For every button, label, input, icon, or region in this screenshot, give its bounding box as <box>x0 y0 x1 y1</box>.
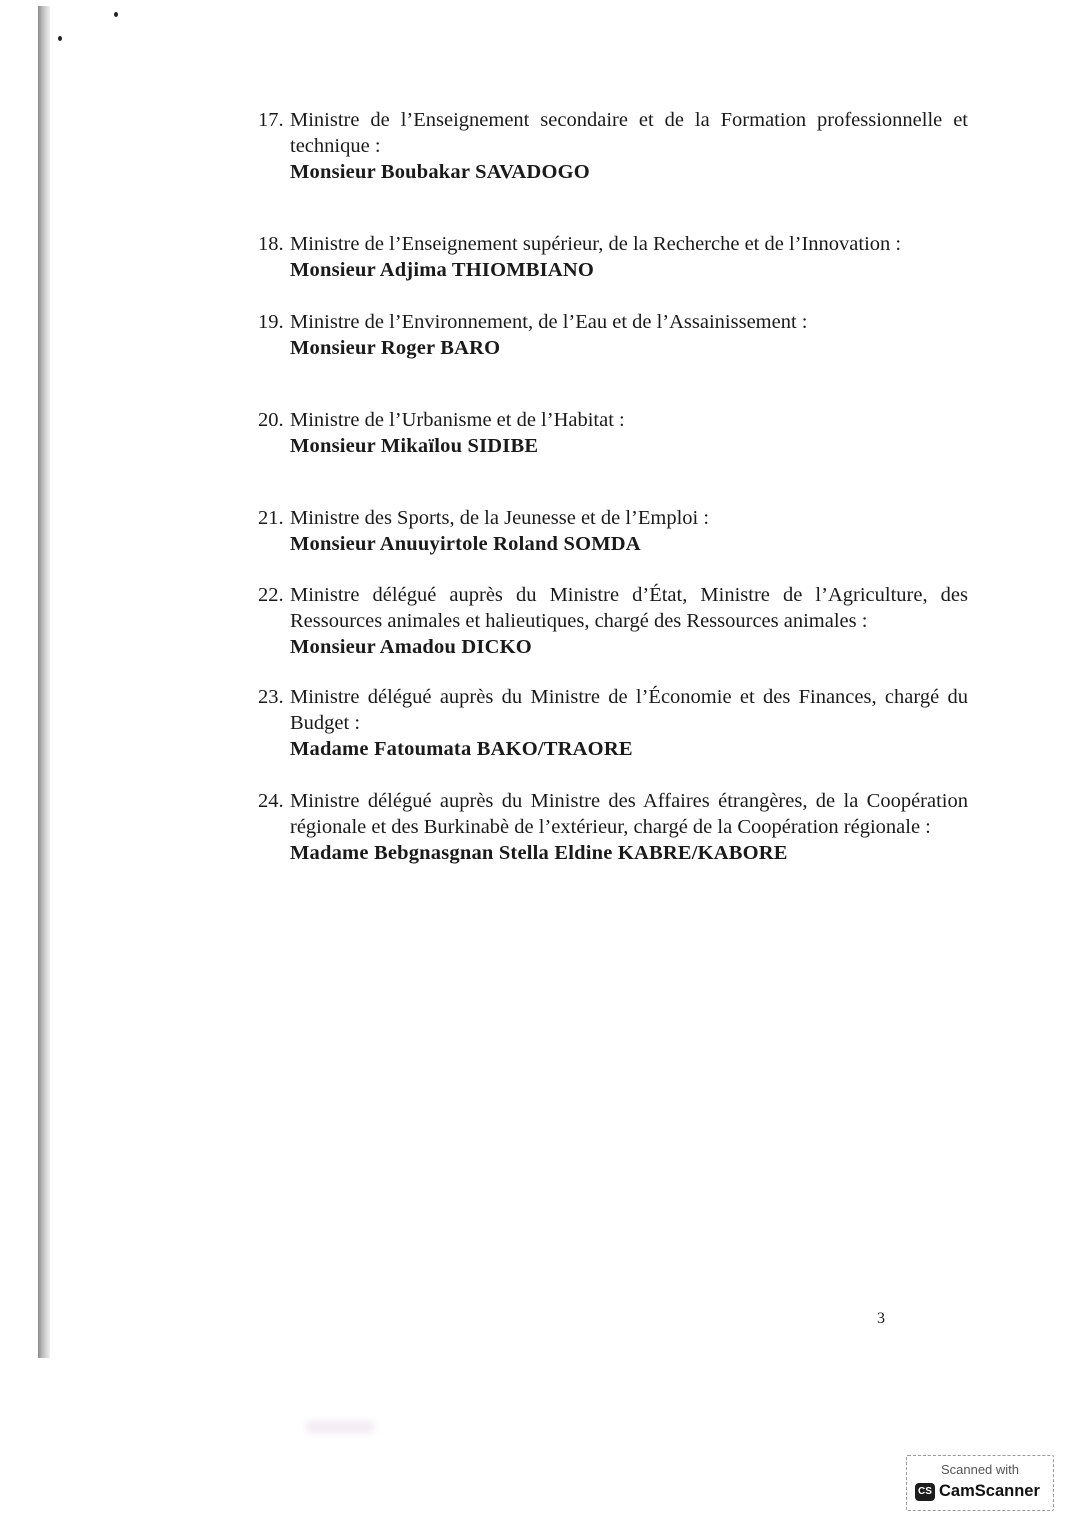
entry-number: 20. <box>258 409 284 431</box>
entry-number: 19. <box>258 311 284 333</box>
minister-name: Monsieur Anuuyirtole Roland SOMDA <box>290 533 641 555</box>
entry-number: 22. <box>258 584 284 606</box>
scan-smudge <box>305 1420 375 1434</box>
minister-name: Monsieur Mikaïlou SIDIBE <box>290 435 539 457</box>
minister-entry-23 <box>258 684 968 762</box>
minister-entry-20 <box>258 407 968 459</box>
minister-name: Monsieur Adjima THIOMBIANO <box>290 259 595 281</box>
page-number: 3 <box>877 1310 885 1327</box>
watermark-brand: CamScanner <box>939 1482 1040 1500</box>
minister-entry-22 <box>258 582 968 660</box>
entry-number: 17. <box>258 109 284 131</box>
entry-number: 18. <box>258 233 284 255</box>
ministry-title: Ministre de l’Enseignement supérieur, de la Recherche et de l’Innovation : <box>290 233 902 255</box>
ministry-title: Ministre des Sports, de la Jeunesse et de l’Emploi : <box>290 507 710 529</box>
minister-name: Monsieur Amadou DICKO <box>290 636 532 658</box>
camscanner-watermark <box>906 1455 1054 1511</box>
ministry-title: Ministre de l’Urbanisme et de l’Habitat : <box>290 409 625 431</box>
ministry-title: Ministre délégué auprès du Ministre des Affaires étrangères, de la Coopération régionale et des Burkinabè de l’extérieur, chargé de la Coopération régionale : <box>290 790 968 838</box>
watermark-caption: Scanned with <box>940 1462 1020 1477</box>
ministry-title: Ministre délégué auprès du Ministre d’État, Ministre de l’Agriculture, des Ressources animales et halieutiques, chargé des Ressources animales : <box>290 584 968 632</box>
entry-number: 23. <box>258 686 284 708</box>
minister-name: Madame Bebgnasgnan Stella Eldine KABRE/KABORE <box>290 842 788 864</box>
entry-number: 24. <box>258 790 284 812</box>
minister-name: Monsieur Roger BARO <box>290 337 501 359</box>
scan-edge-shadow <box>38 6 50 1358</box>
camscanner-logo-icon: CS <box>915 1483 935 1501</box>
ministry-title: Ministre de l’Enseignement secondaire et de la Formation professionnelle et technique : <box>290 109 968 157</box>
minister-entry-21 <box>258 505 968 557</box>
scan-speck <box>114 12 118 17</box>
minister-entry-24 <box>258 788 968 866</box>
scan-speck <box>58 36 62 41</box>
minister-entry-18 <box>258 231 968 283</box>
entry-number: 21. <box>258 507 284 529</box>
minister-entry-19 <box>258 309 968 361</box>
minister-name: Madame Fatoumata BAKO/TRAORE <box>290 738 633 760</box>
minister-entry-17 <box>258 107 968 185</box>
minister-name: Monsieur Boubakar SAVADOGO <box>290 161 590 183</box>
ministry-title: Ministre délégué auprès du Ministre de l’Économie et des Finances, chargé du Budget : <box>290 686 968 734</box>
ministry-title: Ministre de l’Environnement, de l’Eau et de l’Assainissement : <box>290 311 808 333</box>
